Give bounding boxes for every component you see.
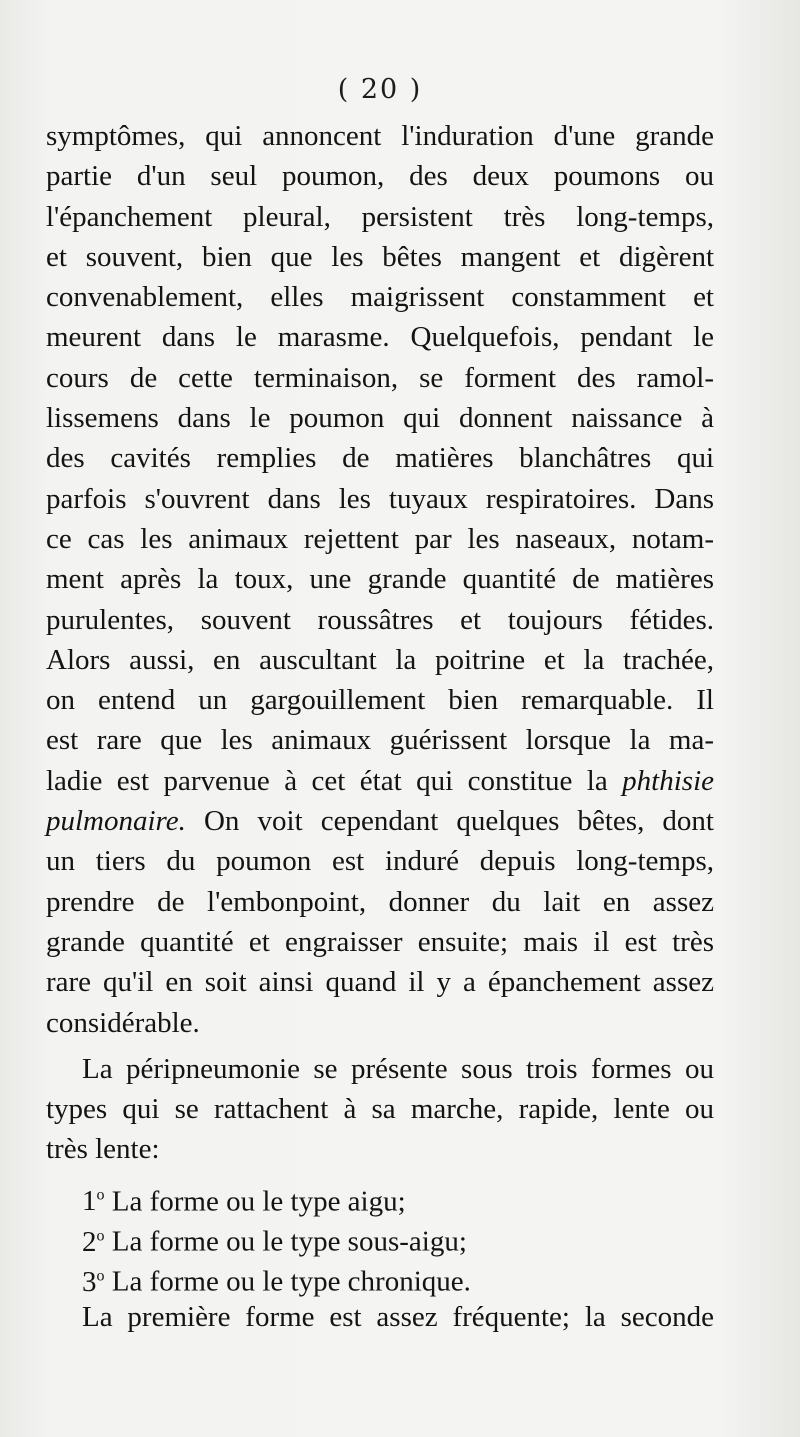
list-text: La forme ou le type aigu; (104, 1185, 406, 1218)
text-line: La première forme est assez fréquente; la seconde (82, 1300, 714, 1333)
text-fragment: ladie est parvenue à cet état qui constitue la (46, 764, 608, 797)
text-line: l'épanchement pleural, persistent très long-temps, (46, 200, 714, 233)
text-line: types qui se rattachent à sa marche, rapide, lente ou (46, 1093, 714, 1126)
text-line: meurent dans le marasme. Quelquefois, pendant le (46, 321, 714, 354)
text-line: est rare que les animaux guérissent lorsque la ma- (46, 724, 714, 757)
text-line: parfois s'ouvrent dans les tuyaux respiratoires. Dans (46, 482, 714, 515)
text-line-mixed (46, 801, 714, 841)
text-line: convenablement, elles maigrissent constamment et (46, 281, 714, 314)
text-line-mixed (46, 761, 714, 801)
list-item (46, 1256, 714, 1296)
text-line: et souvent, bien que les bêtes mangent et digèrent (46, 240, 714, 273)
text-line: rare qu'il en soit ainsi quand il y a épanchement assez (46, 966, 714, 999)
text-line: des cavités remplies de matières blanchâtres qui (46, 442, 714, 475)
text-line: purulentes, souvent roussâtres et toujours fétides. (46, 603, 714, 636)
text-line: on entend un gargouillement bien remarquable. Il (46, 684, 714, 717)
italic-term: phthisie (622, 764, 715, 797)
text-line: Alors aussi, en auscultant la poitrine et la trachée, (46, 643, 714, 676)
text-line: lissemens dans le poumon qui donnent naissance à (46, 402, 714, 435)
body-text (46, 116, 714, 1337)
list-number: 1$^o$ (82, 1185, 105, 1218)
text-line: grande quantité et engraisser ensuite; mais il est très (46, 925, 714, 958)
list-text: La forme ou le type chronique. (104, 1265, 471, 1298)
list-text: La forme ou le type sous-aigu; (104, 1225, 467, 1258)
text-line: ment après la toux, une grande quantité de matières (46, 563, 714, 596)
text-line: très lente: (46, 1133, 160, 1166)
page-number: ( 20 ) (337, 74, 423, 105)
text-line: La péripneumonie se présente sous trois formes ou (82, 1052, 714, 1085)
text-line: un tiers du poumon est induré depuis long-temps, (46, 845, 714, 878)
text-line: symptômes, qui annoncent l'induration d'une grande (46, 120, 714, 152)
text-line: ce cas les animaux rejettent par les naseaux, notam- (46, 522, 714, 555)
text-fragment: On voit cependant quelques bêtes, dont (185, 805, 714, 838)
list-item (46, 1176, 714, 1216)
text-line: partie d'un seul poumon, des deux poumons ou (46, 160, 714, 193)
text-line: prendre de l'embonpoint, donner du lait en assez (46, 885, 714, 918)
list-number: 3$^o$ (82, 1265, 105, 1298)
list-number: 2$^o$ (82, 1225, 105, 1258)
list-item (46, 1216, 714, 1256)
text-line: considérable. (46, 1006, 200, 1039)
text-line: cours de cette terminaison, se forment des ramol- (46, 361, 714, 394)
italic-term: pulmonaire. (46, 805, 186, 838)
